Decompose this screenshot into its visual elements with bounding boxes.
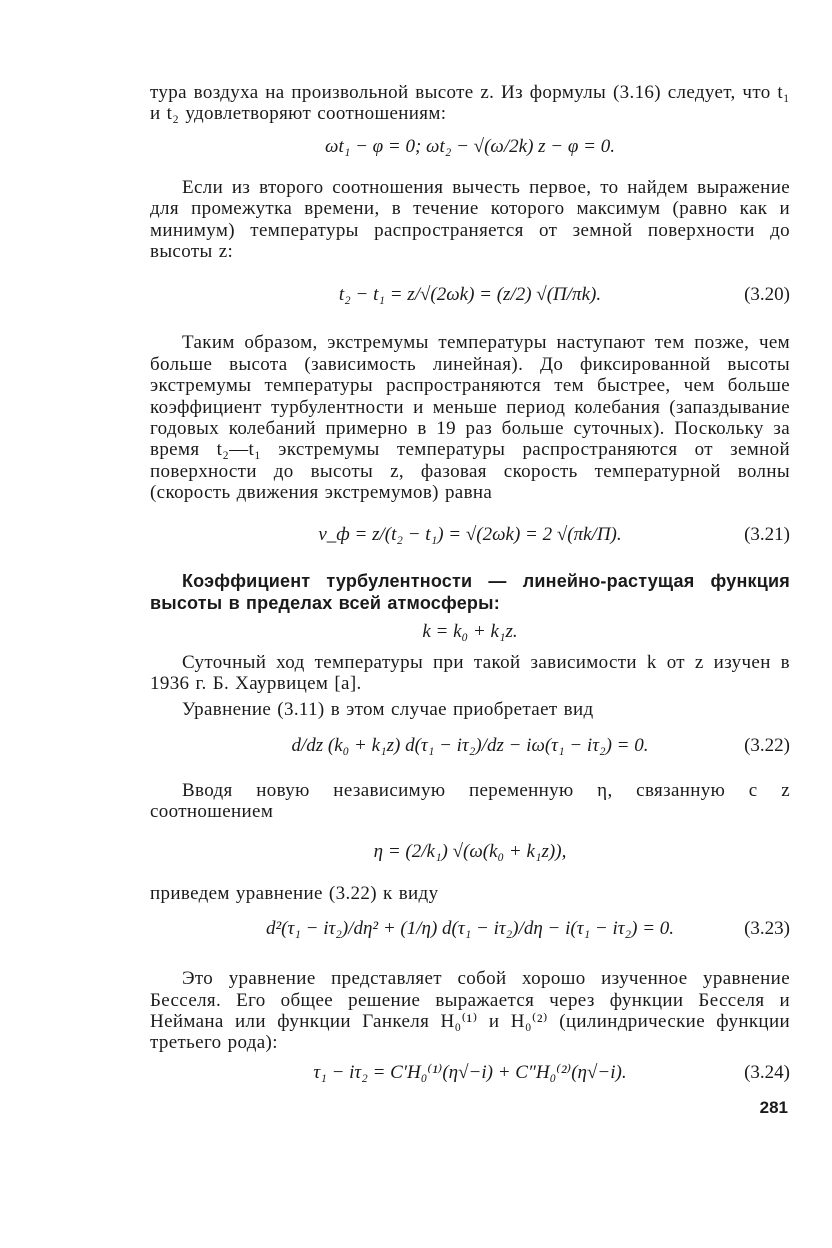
equation-text: v_ф = z/(t₂ − t₁) = √(2ωk) = 2 √(πk/Π). [318, 523, 622, 545]
page-number: 281 [759, 1098, 788, 1117]
equation-text: d²(τ₁ − iτ₂)/dη² + (1/η) d(τ₁ − iτ₂)/dη − i(τ₁ − iτ₂) = 0. [265, 918, 675, 940]
equation-eta [150, 823, 790, 881]
paragraph-4: Суточный ход температуры при такой зависимости k от z изучен в 1936 г. Б. Хаурвицем [а]. [150, 651, 790, 695]
equation-number: (3.23) [744, 918, 790, 940]
equation-3-23 [150, 904, 790, 954]
equation-number: (3.22) [744, 734, 790, 756]
paragraph-3: Таким образом, экстремумы температуры наступают тем позже, чем больше высота (зависимость линейная). До фиксированной высоты экстремумы температуры распространяются тем быстрее, чем больше коэффициент турбулентности и меньше период колебания (запаздывание годовых колебаний примерно в 19 раз больше суточных). Поскольку за время t₂—t₁ экстремумы температуры распространяются от земной поверхности до высоты z, фазовая скорость температурной волны (скорость движения экстремумов) равна [150, 332, 790, 504]
equation-text: τ₁ − iτ₂ = C′H₀⁽¹⁾(η√−i) + C″H₀⁽²⁾(η√−i). [313, 1062, 627, 1084]
equation-k-linear [150, 614, 790, 650]
equation-text: ωt₁ − φ = 0; ωt₂ − √(ω/2k) z − φ = 0. [325, 135, 615, 157]
section-heading: Коэффициент турбулентности — линейно-растущая функция высоты в пределах всей атмосферы: [150, 570, 790, 613]
page-body [150, 82, 790, 1092]
equation-number: (3.24) [744, 1061, 790, 1083]
equation-text: d/dz (k₀ + k₁z) d(τ₁ − iτ₂)/dz − iω(τ₁ − iτ₂) = 0. [291, 734, 649, 756]
equation-text: t₂ − t₁ = z/√(2ωk) = (z/2) √(Π/πk). [338, 284, 602, 306]
paragraph-5: Уравнение (3.11) в этом случае приобретает вид [182, 698, 594, 720]
paragraph-6: Вводя новую независимую переменную η, связанную с z соотношением [150, 779, 790, 823]
equation-3-24 [150, 1054, 790, 1092]
equation-3-22 [150, 720, 790, 772]
paragraph-2: Если из второго соотношения вычесть первое, то найдем выражение для промежутка времени, в течение которого максимум (равно как и минимум) температуры распространяется от земной поверхности до высоты z: [150, 176, 790, 263]
equation-number: (3.20) [744, 284, 790, 306]
paragraph-8: Это уравнение представляет собой хорошо изученное уравнение Бесселя. Его общее решение выражается через функции Бесселя и Неймана или функции Ганкеля H₀⁽¹⁾ и H₀⁽²⁾ (цилиндрические функции третьего рода): [150, 968, 790, 1054]
equation-number: (3.21) [744, 523, 790, 545]
equation-phase-relations [150, 125, 790, 169]
paragraph-7: приведем уравнение (3.22) к виду [150, 882, 439, 904]
equation-3-20 [150, 262, 790, 328]
paragraph-1: тура воздуха на произвольной высоте z. Из формулы (3.16) следует, что t₁ и t₂ удовлетворяют соотношениям: [150, 82, 790, 125]
equation-3-21 [150, 504, 790, 566]
equation-text: η = (2/k₁) √(ω(k₀ + k₁z)), [373, 840, 567, 862]
equation-text: k = k₀ + k₁z. [422, 620, 518, 642]
